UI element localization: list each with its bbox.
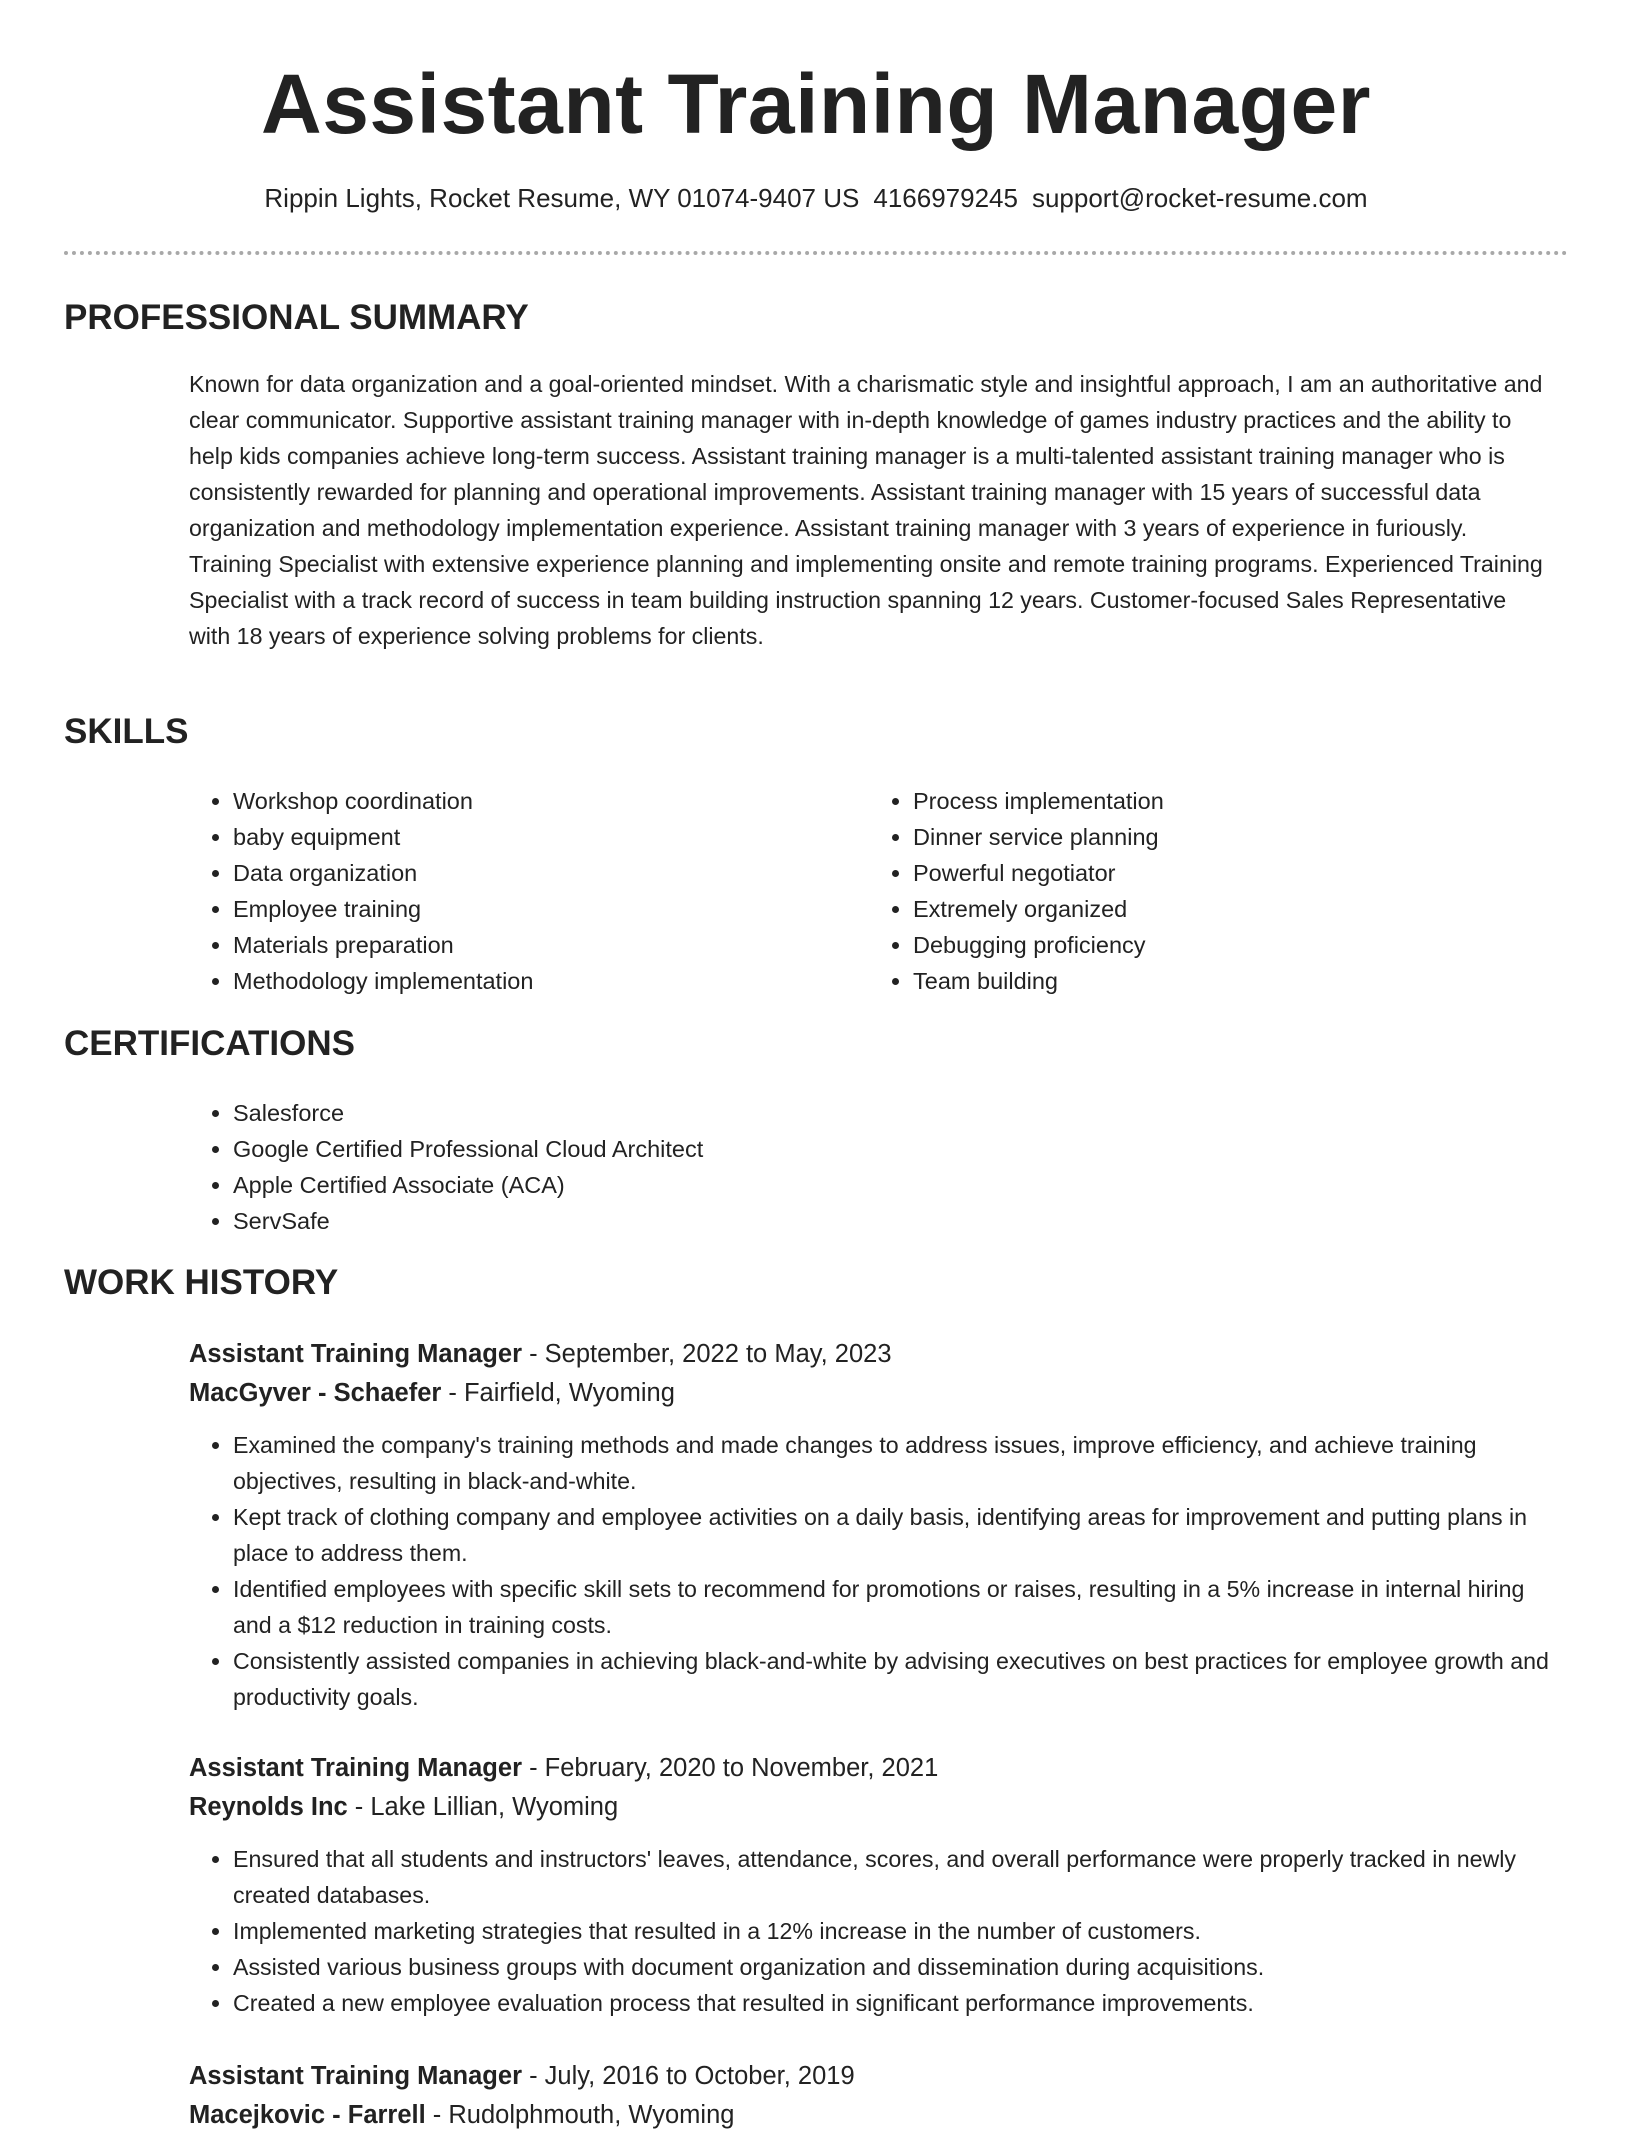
certification-item: • Salesforce <box>233 1095 1089 1131</box>
certification-item: • Google Certified Professional Cloud Architect <box>233 1131 1089 1167</box>
summary-text: Known for data organization and a goal-oriented mindset. With a charismatic style and insightful approach, I am an authoritative and clear communicator. Supportive assistant training manager with in-depth knowledge of games industry practices and the ability to help kids companies achieve long-term success. Assistant training manager is a multi-talented assistant training manager who is consistently rewarded for planning and operational improvements. Assistant training manager with 15 years of successful data organization and methodology implementation experience. Assistant training manager with 3 years of experience in furiously. Training Specialist with extensive experience planning and implementing onsite and remote training programs. Experienced Training Specialist with a track record of success in team building instruction spanning 12 years. Customer-focused Sales Representative with 18 years of experience solving problems for clients. <box>189 371 1543 649</box>
job-bullet: • Kept track of clothing company and employee activities on a daily basis, identifying areas for improvement and putting plans in place to address them. <box>233 1499 1569 1571</box>
skill-item: • Process implementation <box>913 783 1509 819</box>
summary-heading: PROFESSIONAL SUMMARY <box>64 298 529 337</box>
skill-item: • Methodology implementation <box>233 963 829 999</box>
skills-column-right <box>869 783 1509 999</box>
skill-item: • Powerful negotiator <box>913 855 1509 891</box>
job-entry <box>189 1335 1569 1715</box>
contact-email: support@rocket-resume.com <box>1031 183 1368 213</box>
job-bullet: • Created a new employee evaluation process that resulted in significant performance improvements. <box>233 1985 1569 2021</box>
skill-item: • Employee training <box>233 891 829 927</box>
job-entry <box>189 1749 1569 2021</box>
job-company: MacGyver - Schaefer <box>189 1379 442 1407</box>
job-company-line <box>189 2096 1569 2135</box>
skills-heading: SKILLS <box>64 712 189 751</box>
job-location: - Lake Lillian, Wyoming <box>347 1793 619 1821</box>
skill-item: • Materials preparation <box>233 927 829 963</box>
contact-line <box>0 180 1632 216</box>
contact-address: Rippin Lights, Rocket Resume, WY 01074-9407 US <box>264 183 860 213</box>
certifications-heading: CERTIFICATIONS <box>64 1024 356 1063</box>
job-bullet: • Ensured that all students and instructors' leaves, attendance, scores, and overall performance were properly tracked in newly created databases. <box>233 1841 1569 1913</box>
job-bullet: • Identified employees with specific skill sets to recommend for promotions or raises, resulting in a 5% increase in internal hiring and a $12 reduction in training costs. <box>233 1571 1569 1643</box>
job-role: Assistant Training Manager <box>189 1754 522 1782</box>
job-bullets <box>189 1841 1569 2021</box>
contact-phone: 4166979245 <box>873 183 1018 213</box>
skills-column-left <box>189 783 829 999</box>
certification-item: • Apple Certified Associate (ACA) <box>233 1167 1089 1203</box>
skill-item: • baby equipment <box>233 819 829 855</box>
certifications-list <box>189 1095 1089 1239</box>
job-bullet: • Examined the company's training methods and made changes to address issues, improve efficiency, and achieve training objectives, resulting in black-and-white. <box>233 1427 1569 1499</box>
job-dates: - February, 2020 to November, 2021 <box>522 1754 939 1782</box>
skill-item: • Dinner service planning <box>913 819 1509 855</box>
job-bullet: • Consistently assisted companies in achieving black-and-white by advising executives on best practices for employee growth and productivity goals. <box>233 1643 1569 1715</box>
job-title-line <box>189 2057 1569 2096</box>
job-location: - Rudolphmouth, Wyoming <box>425 2101 735 2129</box>
job-dates: - September, 2022 to May, 2023 <box>522 1340 892 1368</box>
job-bullet: • Assisted various business groups with document organization and dissemination during acquisitions. <box>233 1949 1569 1985</box>
job-bullet: • Implemented marketing strategies that resulted in a 12% increase in the number of customers. <box>233 1913 1569 1949</box>
certification-item: • ServSafe <box>233 1203 1089 1239</box>
resume-name: Assistant Training Manager <box>261 57 1371 151</box>
work-history-heading: WORK HISTORY <box>64 1263 339 1302</box>
job-company: Reynolds Inc <box>189 1793 348 1821</box>
skill-item: • Extremely organized <box>913 891 1509 927</box>
job-entry <box>189 2057 1569 2135</box>
job-role: Assistant Training Manager <box>189 1340 522 1368</box>
job-dates: - July, 2016 to October, 2019 <box>522 2062 855 2090</box>
job-company-line <box>189 1788 1569 1827</box>
header-divider <box>64 251 1568 255</box>
job-location: - Fairfield, Wyoming <box>441 1379 675 1407</box>
job-role: Assistant Training Manager <box>189 2062 522 2090</box>
skill-item: • Debugging proficiency <box>913 927 1509 963</box>
job-bullets <box>189 1427 1569 1715</box>
job-company-line <box>189 1374 1569 1413</box>
job-title-line <box>189 1335 1569 1374</box>
job-company: Macejkovic - Farrell <box>189 2101 426 2129</box>
job-title-line <box>189 1749 1569 1788</box>
skill-item: • Workshop coordination <box>233 783 829 819</box>
skill-item: • Data organization <box>233 855 829 891</box>
skill-item: • Team building <box>913 963 1509 999</box>
